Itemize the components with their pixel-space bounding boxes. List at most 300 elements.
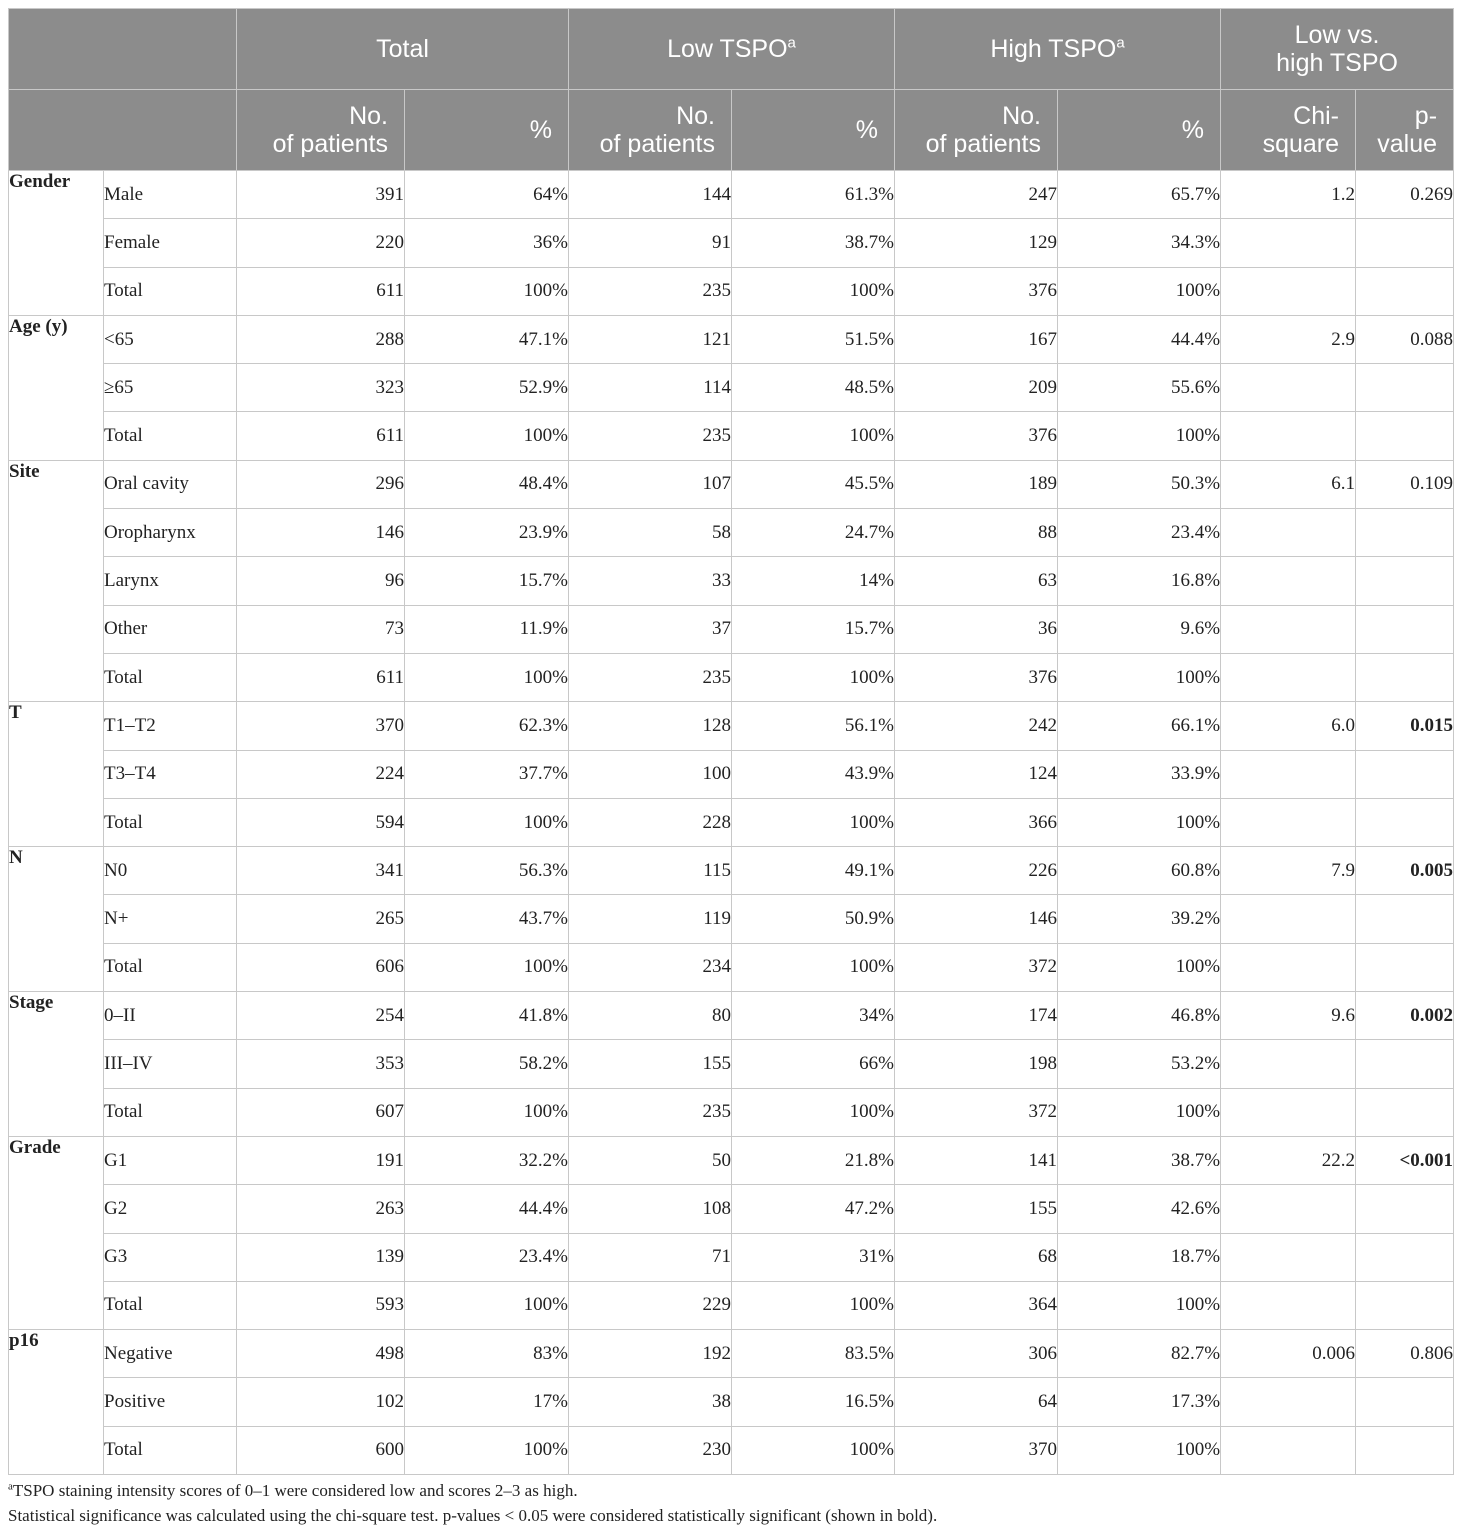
group-label: Stage [9,992,104,1137]
row-label: Total [104,1281,237,1329]
chi-square-cell [1221,943,1356,991]
low-count-cell: 100 [569,750,732,798]
p-value-cell [1356,653,1454,701]
high-percent-cell: 55.6% [1058,364,1221,412]
table-row [9,702,1454,750]
row-label: G2 [104,1185,237,1233]
header-high-tspo: High TSPO$^a$ [895,9,1221,90]
high-count-cell: 68 [895,1233,1058,1281]
total-count-cell: 341 [237,847,405,895]
low-count-cell: 234 [569,943,732,991]
low-count-cell: 50 [569,1136,732,1184]
total-count-cell: 370 [237,702,405,750]
row-label: Larynx [104,557,237,605]
row-label: Total [104,1426,237,1474]
p-value-cell [1356,1088,1454,1136]
chi-square-cell: 7.9 [1221,847,1356,895]
chi-square-cell: 2.9 [1221,315,1356,363]
table-row [9,171,1454,219]
total-percent-cell: 37.7% [405,750,569,798]
table-row [9,1281,1454,1329]
p-value-cell: 0.005 [1356,847,1454,895]
high-percent-cell: 100% [1058,653,1221,701]
high-count-cell: 209 [895,364,1058,412]
chi-square-cell [1221,1088,1356,1136]
p-value-cell [1356,943,1454,991]
table-container [8,8,1452,1475]
row-label: Other [104,605,237,653]
p-value-cell [1356,267,1454,315]
high-percent-cell: 46.8% [1058,992,1221,1040]
chi-square-cell [1221,219,1356,267]
group-label: N [9,847,104,992]
low-count-cell: 235 [569,412,732,460]
row-label: G1 [104,1136,237,1184]
low-percent-cell: 100% [732,653,895,701]
table-row [9,895,1454,943]
total-count-cell: 593 [237,1281,405,1329]
high-percent-cell: 82.7% [1058,1330,1221,1378]
p-value-cell: <0.001 [1356,1136,1454,1184]
high-percent-cell: 23.4% [1058,509,1221,557]
table-row [9,267,1454,315]
high-count-cell: 372 [895,1088,1058,1136]
table-row [9,750,1454,798]
low-percent-cell: 48.5% [732,364,895,412]
row-label: Total [104,1088,237,1136]
total-count-cell: 254 [237,992,405,1040]
row-label: Total [104,943,237,991]
total-percent-cell: 17% [405,1378,569,1426]
total-count-cell: 191 [237,1136,405,1184]
total-count-cell: 323 [237,364,405,412]
low-count-cell: 71 [569,1233,732,1281]
low-count-cell: 128 [569,702,732,750]
total-count-cell: 139 [237,1233,405,1281]
low-percent-cell: 49.1% [732,847,895,895]
low-count-cell: 192 [569,1330,732,1378]
chi-square-cell [1221,1040,1356,1088]
low-percent-cell: 47.2% [732,1185,895,1233]
p-value-cell [1356,1185,1454,1233]
table-row [9,1233,1454,1281]
high-count-cell: 63 [895,557,1058,605]
low-percent-cell: 100% [732,1426,895,1474]
high-percent-cell: 42.6% [1058,1185,1221,1233]
header-low-tspo: Low TSPO$^a$ [569,9,895,90]
low-count-cell: 230 [569,1426,732,1474]
row-label: Female [104,219,237,267]
p-value-cell [1356,1233,1454,1281]
low-count-cell: 107 [569,460,732,508]
table-row [9,847,1454,895]
chi-square-cell [1221,267,1356,315]
table-row [9,1185,1454,1233]
table-row [9,1040,1454,1088]
table-row [9,605,1454,653]
low-percent-cell: 34% [732,992,895,1040]
low-percent-cell: 66% [732,1040,895,1088]
high-percent-cell: 38.7% [1058,1136,1221,1184]
chi-square-cell: 1.2 [1221,171,1356,219]
chi-square-cell [1221,557,1356,605]
total-percent-cell: 100% [405,412,569,460]
total-percent-cell: 100% [405,653,569,701]
low-percent-cell: 14% [732,557,895,605]
high-count-cell: 198 [895,1040,1058,1088]
low-percent-cell: 43.9% [732,750,895,798]
chi-square-cell: 6.1 [1221,460,1356,508]
subheader-no-patients: No. of patients [895,90,1058,171]
subheader-percent: % [405,90,569,171]
table-row [9,1426,1454,1474]
row-label: T1–T2 [104,702,237,750]
high-percent-cell: 100% [1058,1088,1221,1136]
row-label: G3 [104,1233,237,1281]
p-value-cell [1356,750,1454,798]
row-label: Negative [104,1330,237,1378]
low-percent-cell: 50.9% [732,895,895,943]
chi-square-cell [1221,1233,1356,1281]
p-value-cell [1356,557,1454,605]
low-percent-cell: 83.5% [732,1330,895,1378]
total-count-cell: 391 [237,171,405,219]
row-label: III–IV [104,1040,237,1088]
total-count-cell: 611 [237,267,405,315]
total-percent-cell: 47.1% [405,315,569,363]
low-percent-cell: 61.3% [732,171,895,219]
chi-square-cell [1221,1378,1356,1426]
chi-square-cell: 22.2 [1221,1136,1356,1184]
high-count-cell: 167 [895,315,1058,363]
high-percent-cell: 100% [1058,1426,1221,1474]
low-count-cell: 33 [569,557,732,605]
total-count-cell: 73 [237,605,405,653]
total-percent-cell: 52.9% [405,364,569,412]
total-percent-cell: 23.9% [405,509,569,557]
chi-square-cell [1221,1185,1356,1233]
low-count-cell: 144 [569,171,732,219]
table-row [9,1088,1454,1136]
high-count-cell: 189 [895,460,1058,508]
high-percent-cell: 39.2% [1058,895,1221,943]
row-label: Oropharynx [104,509,237,557]
total-count-cell: 263 [237,1185,405,1233]
high-percent-cell: 18.7% [1058,1233,1221,1281]
high-percent-cell: 53.2% [1058,1040,1221,1088]
p-value-cell: 0.088 [1356,315,1454,363]
total-count-cell: 353 [237,1040,405,1088]
low-count-cell: 119 [569,895,732,943]
chi-square-cell [1221,509,1356,557]
chi-square-cell [1221,750,1356,798]
chi-square-cell [1221,605,1356,653]
high-percent-cell: 100% [1058,798,1221,846]
p-value-cell [1356,364,1454,412]
total-count-cell: 96 [237,557,405,605]
low-percent-cell: 15.7% [732,605,895,653]
high-count-cell: 129 [895,219,1058,267]
high-percent-cell: 33.9% [1058,750,1221,798]
total-percent-cell: 15.7% [405,557,569,605]
total-percent-cell: 56.3% [405,847,569,895]
row-label: <65 [104,315,237,363]
row-label: T3–T4 [104,750,237,798]
table-row [9,653,1454,701]
total-percent-cell: 48.4% [405,460,569,508]
total-percent-cell: 100% [405,1281,569,1329]
high-count-cell: 372 [895,943,1058,991]
low-count-cell: 37 [569,605,732,653]
p-value-cell: 0.109 [1356,460,1454,508]
high-percent-cell: 50.3% [1058,460,1221,508]
chi-square-cell [1221,895,1356,943]
chi-square-cell [1221,1426,1356,1474]
corner-cell [9,9,237,90]
row-label: Male [104,171,237,219]
low-percent-cell: 24.7% [732,509,895,557]
total-percent-cell: 11.9% [405,605,569,653]
total-percent-cell: 32.2% [405,1136,569,1184]
total-percent-cell: 62.3% [405,702,569,750]
row-label: Total [104,653,237,701]
subheader-no-patients: No. of patients [237,90,405,171]
total-count-cell: 146 [237,509,405,557]
p-value-cell: 0.806 [1356,1330,1454,1378]
chi-square-cell: 0.006 [1221,1330,1356,1378]
total-count-cell: 265 [237,895,405,943]
total-percent-cell: 100% [405,943,569,991]
total-percent-cell: 83% [405,1330,569,1378]
table-row [9,219,1454,267]
high-percent-cell: 9.6% [1058,605,1221,653]
total-percent-cell: 58.2% [405,1040,569,1088]
low-percent-cell: 100% [732,943,895,991]
low-count-cell: 91 [569,219,732,267]
high-percent-cell: 34.3% [1058,219,1221,267]
low-percent-cell: 16.5% [732,1378,895,1426]
table-row [9,1136,1454,1184]
high-count-cell: 376 [895,412,1058,460]
table-row [9,557,1454,605]
low-percent-cell: 100% [732,1088,895,1136]
total-count-cell: 606 [237,943,405,991]
low-count-cell: 58 [569,509,732,557]
p-value-cell [1356,1040,1454,1088]
p-value-cell [1356,605,1454,653]
table-row [9,1378,1454,1426]
corner-cell [9,90,237,171]
row-label: Total [104,412,237,460]
high-percent-cell: 60.8% [1058,847,1221,895]
total-percent-cell: 100% [405,1088,569,1136]
total-percent-cell: 43.7% [405,895,569,943]
chi-square-cell [1221,364,1356,412]
high-percent-cell: 16.8% [1058,557,1221,605]
table-body [9,171,1454,1475]
high-percent-cell: 17.3% [1058,1378,1221,1426]
low-percent-cell: 31% [732,1233,895,1281]
high-count-cell: 146 [895,895,1058,943]
p-value-cell [1356,1426,1454,1474]
table-row [9,992,1454,1040]
low-percent-cell: 100% [732,412,895,460]
p-value-cell [1356,412,1454,460]
high-count-cell: 366 [895,798,1058,846]
table-row [9,412,1454,460]
total-percent-cell: 64% [405,171,569,219]
chi-square-cell [1221,1281,1356,1329]
high-count-cell: 376 [895,267,1058,315]
total-count-cell: 611 [237,653,405,701]
group-label: Gender [9,171,104,316]
row-label: ≥65 [104,364,237,412]
low-percent-cell: 100% [732,267,895,315]
high-count-cell: 155 [895,1185,1058,1233]
table-row [9,943,1454,991]
chi-square-cell [1221,798,1356,846]
header-total: Total [237,9,569,90]
footnote-marker: a [1116,34,1125,52]
low-count-cell: 108 [569,1185,732,1233]
p-value-cell [1356,798,1454,846]
low-percent-cell: 51.5% [732,315,895,363]
low-percent-cell: 21.8% [732,1136,895,1184]
subheader-percent: % [732,90,895,171]
high-percent-cell: 100% [1058,1281,1221,1329]
low-count-cell: 38 [569,1378,732,1426]
low-count-cell: 229 [569,1281,732,1329]
tspo-table [8,8,1454,1475]
subheader-percent: % [1058,90,1221,171]
p-value-cell: 0.002 [1356,992,1454,1040]
row-label: Total [104,798,237,846]
low-percent-cell: 56.1% [732,702,895,750]
total-percent-cell: 23.4% [405,1233,569,1281]
total-count-cell: 594 [237,798,405,846]
p-value-cell [1356,1281,1454,1329]
table-row [9,315,1454,363]
p-value-cell [1356,1378,1454,1426]
total-count-cell: 288 [237,315,405,363]
low-percent-cell: 100% [732,798,895,846]
high-count-cell: 364 [895,1281,1058,1329]
p-value-cell: 0.269 [1356,171,1454,219]
high-count-cell: 370 [895,1426,1058,1474]
row-label: Positive [104,1378,237,1426]
row-label: Total [104,267,237,315]
footnote-marker: a [787,34,796,52]
p-value-cell: 0.015 [1356,702,1454,750]
group-label: Site [9,460,104,701]
table-row [9,1330,1454,1378]
footnotes [8,1478,1452,1528]
p-value-cell [1356,509,1454,557]
low-percent-cell: 45.5% [732,460,895,508]
row-label: 0–II [104,992,237,1040]
high-count-cell: 141 [895,1136,1058,1184]
chi-square-cell [1221,412,1356,460]
table-row [9,364,1454,412]
group-label: Age (y) [9,315,104,460]
row-label: N+ [104,895,237,943]
table-row [9,460,1454,508]
group-label: p16 [9,1330,104,1475]
low-count-cell: 228 [569,798,732,846]
total-count-cell: 607 [237,1088,405,1136]
chi-square-cell: 6.0 [1221,702,1356,750]
low-percent-cell: 100% [732,1281,895,1329]
low-count-cell: 235 [569,1088,732,1136]
low-percent-cell: 38.7% [732,219,895,267]
low-count-cell: 115 [569,847,732,895]
high-count-cell: 247 [895,171,1058,219]
chi-square-cell [1221,653,1356,701]
high-percent-cell: 100% [1058,943,1221,991]
high-percent-cell: 100% [1058,412,1221,460]
table-row [9,509,1454,557]
low-count-cell: 235 [569,653,732,701]
p-value-cell [1356,895,1454,943]
high-percent-cell: 100% [1058,267,1221,315]
header-low-vs-high: Low vs. high TSPO [1221,9,1454,90]
footnote-a: $^a$TSPO staining intensity scores of 0–1 were considered low and scores 2–3 as high. [8,1480,578,1500]
low-count-cell: 121 [569,315,732,363]
high-percent-cell: 44.4% [1058,315,1221,363]
subheader-p-value: p- value [1356,90,1454,171]
low-count-cell: 80 [569,992,732,1040]
total-percent-cell: 44.4% [405,1185,569,1233]
total-count-cell: 611 [237,412,405,460]
total-percent-cell: 41.8% [405,992,569,1040]
high-percent-cell: 65.7% [1058,171,1221,219]
high-count-cell: 64 [895,1378,1058,1426]
total-count-cell: 102 [237,1378,405,1426]
total-count-cell: 296 [237,460,405,508]
high-count-cell: 174 [895,992,1058,1040]
table-header [9,9,1454,171]
subheader-no-patients: No. of patients [569,90,732,171]
high-count-cell: 36 [895,605,1058,653]
row-label: Oral cavity [104,460,237,508]
footnote-statistics: Statistical significance was calculated using the chi-square test. p-values < 0.05 were considered statistically significant (shown in bold). [8,1506,938,1525]
total-percent-cell: 36% [405,219,569,267]
total-percent-cell: 100% [405,798,569,846]
p-value-cell [1356,219,1454,267]
total-percent-cell: 100% [405,1426,569,1474]
subheader-chi-square: Chi- square [1221,90,1356,171]
group-label: Grade [9,1136,104,1329]
group-label: T [9,702,104,847]
table-row [9,798,1454,846]
high-count-cell: 242 [895,702,1058,750]
high-count-cell: 226 [895,847,1058,895]
row-label: N0 [104,847,237,895]
high-percent-cell: 66.1% [1058,702,1221,750]
total-count-cell: 498 [237,1330,405,1378]
total-count-cell: 224 [237,750,405,798]
high-count-cell: 124 [895,750,1058,798]
footnote-a-marker: a [8,1480,13,1493]
high-count-cell: 306 [895,1330,1058,1378]
total-count-cell: 220 [237,219,405,267]
low-count-cell: 155 [569,1040,732,1088]
high-count-cell: 88 [895,509,1058,557]
low-count-cell: 114 [569,364,732,412]
low-count-cell: 235 [569,267,732,315]
total-percent-cell: 100% [405,267,569,315]
chi-square-cell: 9.6 [1221,992,1356,1040]
